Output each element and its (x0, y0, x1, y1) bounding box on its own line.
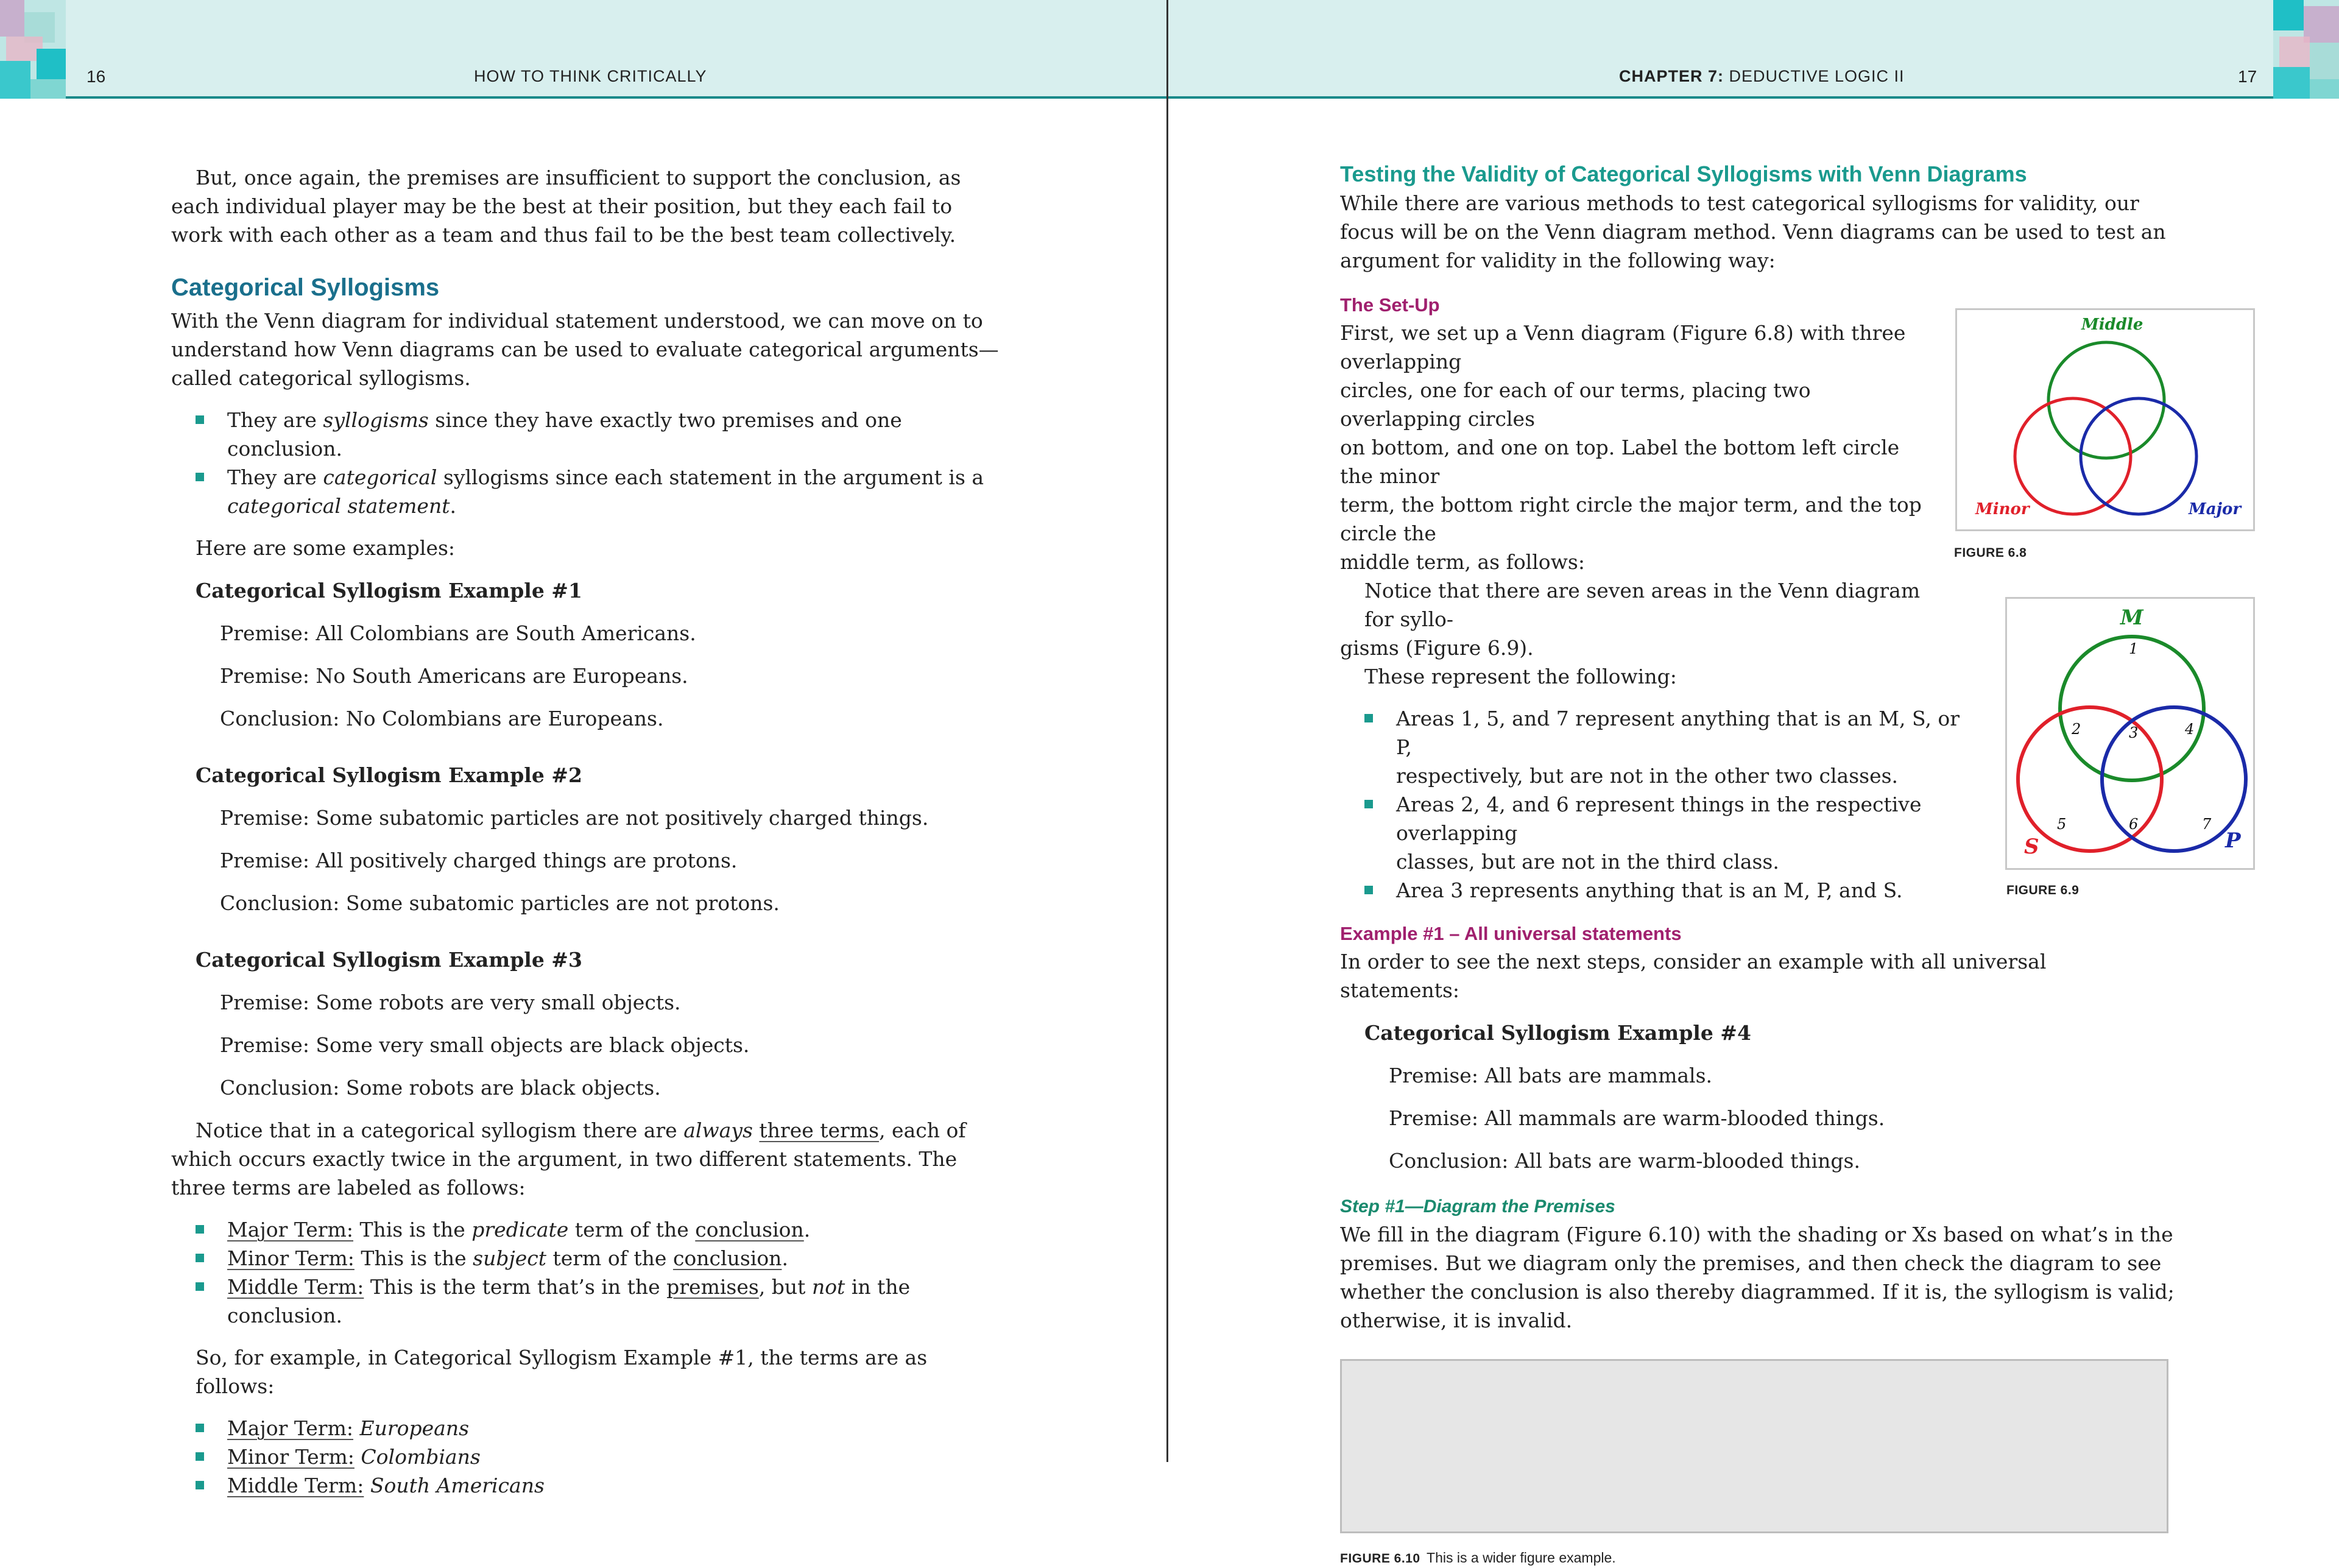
example-line: Conclusion: Some subatomic particles are not protons. (220, 891, 780, 915)
example-heading: Categorical Syllogism Example #3 (196, 948, 582, 972)
list-item: Middle Term: South Americans (196, 1471, 1000, 1500)
running-head-left: HOW TO THINK CRITICALLY (474, 67, 707, 85)
example-line: Premise: Some very small objects are black objects. (220, 1033, 750, 1057)
example-line: Premise: All bats are mammals. (1389, 1064, 1713, 1087)
list-item: Middle Term: This is the term that’s in the premises, but not in the conclusion. (196, 1273, 1000, 1330)
setup-text (1340, 319, 1937, 691)
example-intro-line: statements: (1340, 978, 1460, 1002)
list-item: Area 3 represents anything that is an M, P, and S. (1364, 876, 1974, 905)
section-heading-right: Testing the Validity of Categorical Syllogisms with Venn Diagrams (1340, 161, 2027, 186)
list-item: Major Term: This is the predicate term of the conclusion. (196, 1215, 1000, 1244)
venn-diagram-numbered-areas (2007, 599, 2253, 868)
syllogism-definition-list (196, 406, 1000, 520)
header-decoration-right (2273, 0, 2339, 99)
notice-paragraph: Notice that in a categorical syllogism there are always three terms, each of which occurs exactly twice in the argument, in two different statements. The three terms are labeled as follows: (171, 1118, 966, 1199)
venn-diagram-three-terms (1957, 310, 2253, 529)
example-line: Premise: All mammals are warm-blooded things. (1389, 1106, 1885, 1130)
setup-heading: The Set-Up (1340, 294, 1440, 316)
list-item: Minor Term: Colombians (196, 1443, 1000, 1471)
example-line: Premise: Some subatomic particles are not positively charged things. (220, 806, 929, 830)
setup-line: circles, one for each of our terms, placing two overlapping circles (1340, 378, 1811, 431)
minor-label: Minor (1975, 500, 2030, 518)
area-label: 1 (2129, 640, 2139, 657)
example-heading: Categorical Syllogism Example #1 (196, 579, 582, 602)
example-heading: Categorical Syllogism Example #2 (196, 763, 582, 787)
intro-paragraph-right: While there are various methods to test categorical syllogisms for validity, our focus will be on the Venn diagram method. Venn diagrams can be used to test an argument for validity in the following way: (1340, 191, 2166, 272)
example-line: Premise: All positively charged things are protons. (220, 849, 738, 872)
setup-line: middle term, as follows: (1340, 550, 1585, 574)
list-item: Major Term: Europeans (196, 1414, 1000, 1443)
areas-list (1364, 704, 1974, 905)
section-intro: With the Venn diagram for individual statement understood, we can move on to understand how Venn diagrams can be used to evaluate categorical arguments—called categorical syllogisms. (171, 309, 999, 390)
header-decoration-left (0, 0, 66, 99)
notice-line: gisms (Figure 6.9). (1340, 636, 1534, 660)
middle-label: Middle (2081, 316, 2143, 334)
example-line: Premise: Some robots are very small objects. (220, 991, 681, 1014)
setup-line: on bottom, and one on top. Label the bottom left circle the minor (1340, 436, 1900, 488)
example-block-4 (1364, 1019, 2181, 1175)
figure-6-9 (2005, 597, 2255, 870)
list-item: They are categorical syllogisms since each statement in the argument is a categorical statement. (196, 463, 1000, 520)
figure-6-8-caption: FIGURE 6.8 (1954, 546, 2027, 560)
example-intro-line: In order to see the next steps, consider an example with all universal (1340, 950, 2047, 973)
list-item: Areas 2, 4, and 6 represent things in the respective overlapping classes, but are not in the third class. (1364, 790, 1974, 876)
figure-6-9-caption: FIGURE 6.9 (2006, 883, 2080, 897)
intro-paragraph: But, once again, the premises are insufficient to support the conclusion, as each individual player may be the best at their position, but they each fail to work with each other as a team and thus fail to be the best team collectively. (171, 166, 961, 247)
example-line: Conclusion: All bats are warm-blooded things. (1389, 1149, 1860, 1173)
examples-intro: Here are some examples: (196, 536, 456, 560)
running-head-right: CHAPTER 7: DEDUCTIVE LOGIC II (1619, 67, 1905, 85)
area-label: 4 (2185, 721, 2195, 738)
so-paragraph: So, for example, in Categorical Syllogism Example #1, the terms are as follows: (196, 1346, 928, 1398)
figure-6-10-placeholder (1340, 1359, 2168, 1533)
example-line: Conclusion: Some robots are black objects. (220, 1076, 661, 1100)
list-item: They are syllogisms since they have exactly two premises and one conclusion. (196, 406, 1000, 463)
area-label: 7 (2202, 816, 2212, 833)
list-item: Areas 1, 5, and 7 represent anything that is an M, S, or P, respectively, but are not in the other two classes. (1364, 704, 1974, 790)
represent-line: These represent the following: (1364, 665, 1677, 688)
major-label: Major (2189, 500, 2242, 518)
setup-line: First, we set up a Venn diagram (Figure 6.8) with three overlapping (1340, 321, 1906, 373)
term-definition-list (196, 1215, 1000, 1330)
area-label: 6 (2129, 816, 2139, 833)
step-heading: Step #1—Diagram the Premises (1340, 1196, 1615, 1217)
notice-line: Notice that there are seven areas in the Venn diagram for syllo- (1364, 579, 1921, 631)
step-paragraph: We fill in the diagram (Figure 6.10) with the shading or Xs based on what’s in the premises. But we diagram only the premises, and then check the diagram to see whether the conclusion is also thereby diagrammed. If it is, the syllogism is valid; otherwise, it is invalid. (1340, 1223, 2175, 1332)
example-block-2 (196, 761, 1000, 917)
figure-6-10-caption: FIGURE 6.10 This is a wider figure example. (1340, 1550, 1616, 1566)
example-heading-right: Example #1 – All universal statements (1340, 923, 1682, 944)
p-label: P (2225, 828, 2241, 853)
right-page-header (1168, 0, 2339, 99)
s-label: S (2024, 835, 2039, 859)
example-block-1 (196, 576, 1000, 733)
page-number-right: 17 (2238, 67, 2257, 86)
page-number-left: 16 (86, 67, 106, 86)
area-label: 2 (2072, 721, 2081, 738)
example-line: Conclusion: No Colombians are Europeans. (220, 707, 664, 730)
example-heading: Categorical Syllogism Example #4 (1364, 1021, 1751, 1045)
setup-line: term, the bottom right circle the major term, and the top circle the (1340, 493, 1922, 545)
left-page-header (0, 0, 1166, 99)
list-item: Minor Term: This is the subject term of the conclusion. (196, 1244, 1000, 1273)
m-label: M (2120, 606, 2143, 630)
left-page-body (171, 163, 1000, 1500)
area-label: 3 (2129, 724, 2139, 741)
example-line: Premise: All Colombians are South Americans. (220, 621, 696, 645)
section-heading: Categorical Syllogisms (171, 274, 440, 301)
example-line: Premise: No South Americans are Europeans. (220, 664, 688, 688)
figure-6-8 (1955, 308, 2255, 531)
left-page (0, 0, 1168, 1497)
right-page (1168, 0, 2339, 1566)
example-block-3 (196, 945, 1000, 1102)
area-label: 5 (2057, 816, 2067, 833)
example-terms-list (196, 1414, 1000, 1500)
